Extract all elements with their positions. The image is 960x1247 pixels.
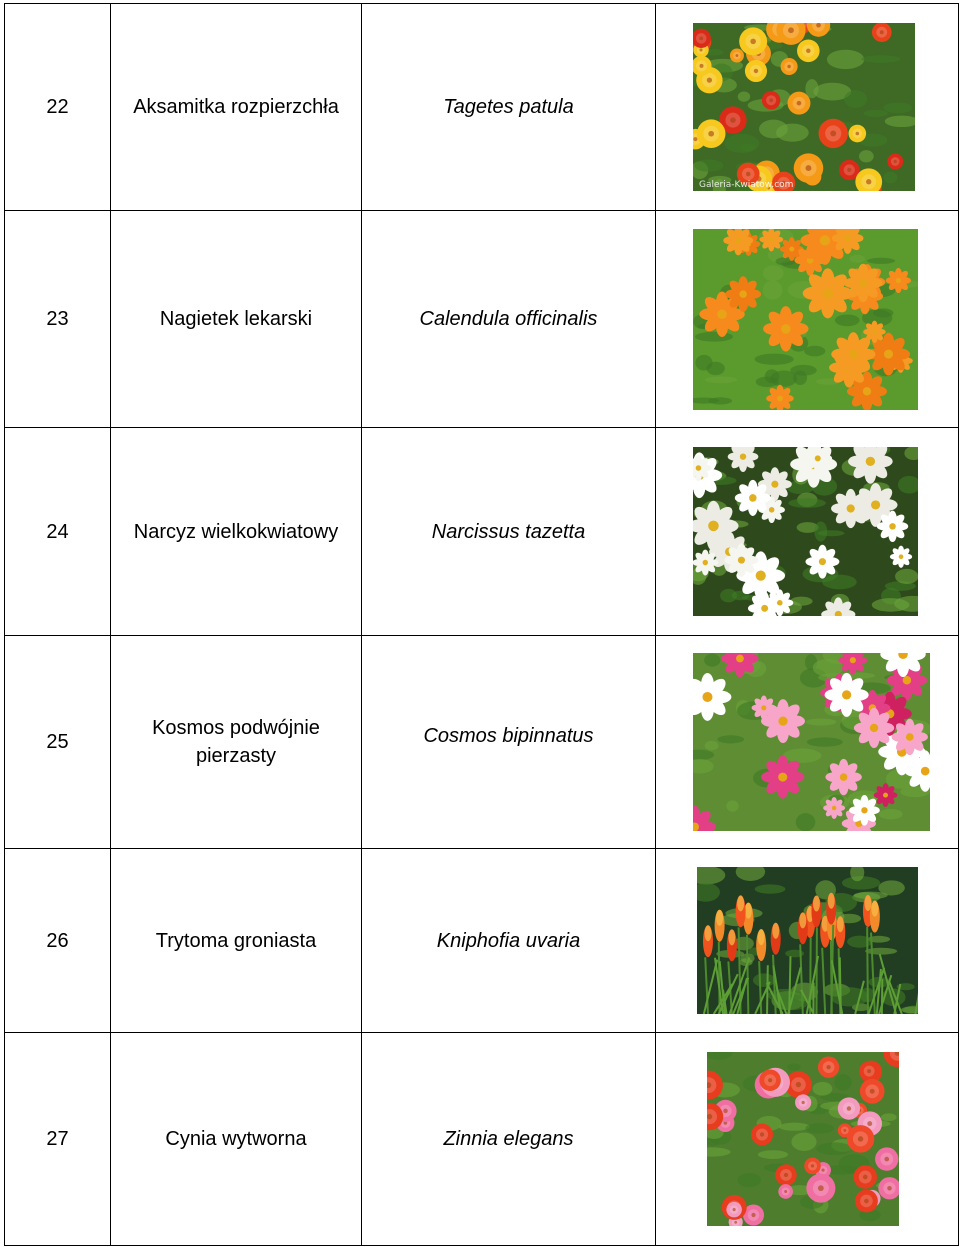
polish-name-cell — [111, 211, 362, 428]
plant-table-page — [4, 3, 956, 1245]
calendula-photo — [693, 229, 918, 410]
cosmos-photo-graphic — [693, 653, 930, 831]
photo-cell — [656, 636, 959, 849]
polish-name: Narcyz wielkokwiatowy — [133, 520, 339, 543]
latin-name-cell — [362, 1033, 656, 1246]
latin-name: Kniphofia uvaria — [436, 929, 581, 952]
plant-table — [4, 3, 959, 1246]
latin-name-cell — [362, 849, 656, 1033]
polish-name: Kosmos podwójnie pierzasty — [152, 717, 320, 767]
row-number-cell — [5, 4, 111, 211]
row-number: 25 — [46, 731, 69, 753]
table-row — [5, 849, 959, 1033]
row-number-cell — [5, 1033, 111, 1246]
photo-watermark: Galeria-Kwiatow.com — [699, 180, 794, 190]
polish-name-cell — [111, 1033, 362, 1246]
row-number-cell — [5, 636, 111, 849]
kniphofia-photo-graphic — [697, 867, 918, 1014]
latin-name: Narcissus tazetta — [431, 520, 586, 543]
narcissus-photo-graphic — [693, 447, 918, 616]
polish-name-cell — [111, 428, 362, 636]
latin-name-cell — [362, 636, 656, 849]
table-row — [5, 4, 959, 211]
marigold-photo — [693, 23, 915, 191]
calendula-photo-graphic — [693, 229, 918, 410]
latin-name: Cosmos bipinnatus — [423, 725, 594, 747]
row-number-cell — [5, 428, 111, 636]
row-number: 27 — [46, 1128, 69, 1150]
table-row — [5, 636, 959, 849]
latin-name: Tagetes patula — [443, 96, 574, 118]
polish-name: Cynia wytworna — [165, 1128, 307, 1150]
row-number: 22 — [46, 96, 69, 118]
cosmos-photo — [693, 653, 930, 831]
table-row — [5, 211, 959, 428]
table-row — [5, 428, 959, 636]
zinnia-photo — [707, 1052, 899, 1226]
latin-name-cell — [362, 4, 656, 211]
polish-name-cell — [111, 4, 362, 211]
kniphofia-photo — [697, 867, 918, 1014]
photo-cell — [656, 1033, 959, 1246]
latin-name: Calendula officinalis — [419, 308, 598, 330]
row-number-cell — [5, 849, 111, 1033]
zinnia-photo-graphic — [707, 1052, 899, 1226]
latin-name-cell — [362, 211, 656, 428]
narcissus-photo — [693, 447, 918, 616]
photo-cell — [656, 4, 959, 211]
row-number: 23 — [46, 308, 69, 330]
latin-name: Zinnia elegans — [443, 1128, 574, 1150]
polish-name: Aksamitka rozpierzchła — [133, 96, 339, 118]
table-row — [5, 1033, 959, 1246]
polish-name-cell — [111, 636, 362, 849]
row-number-cell — [5, 211, 111, 428]
photo-cell — [656, 211, 959, 428]
marigold-photo-graphic — [693, 23, 915, 191]
polish-name: Nagietek lekarski — [159, 308, 313, 330]
photo-cell — [656, 849, 959, 1033]
polish-name: Trytoma groniasta — [155, 929, 317, 952]
row-number: 24 — [46, 520, 69, 543]
latin-name-cell — [362, 428, 656, 636]
plant-table-body — [5, 4, 959, 1246]
photo-cell — [656, 428, 959, 636]
row-number: 26 — [46, 929, 69, 952]
polish-name-cell — [111, 849, 362, 1033]
